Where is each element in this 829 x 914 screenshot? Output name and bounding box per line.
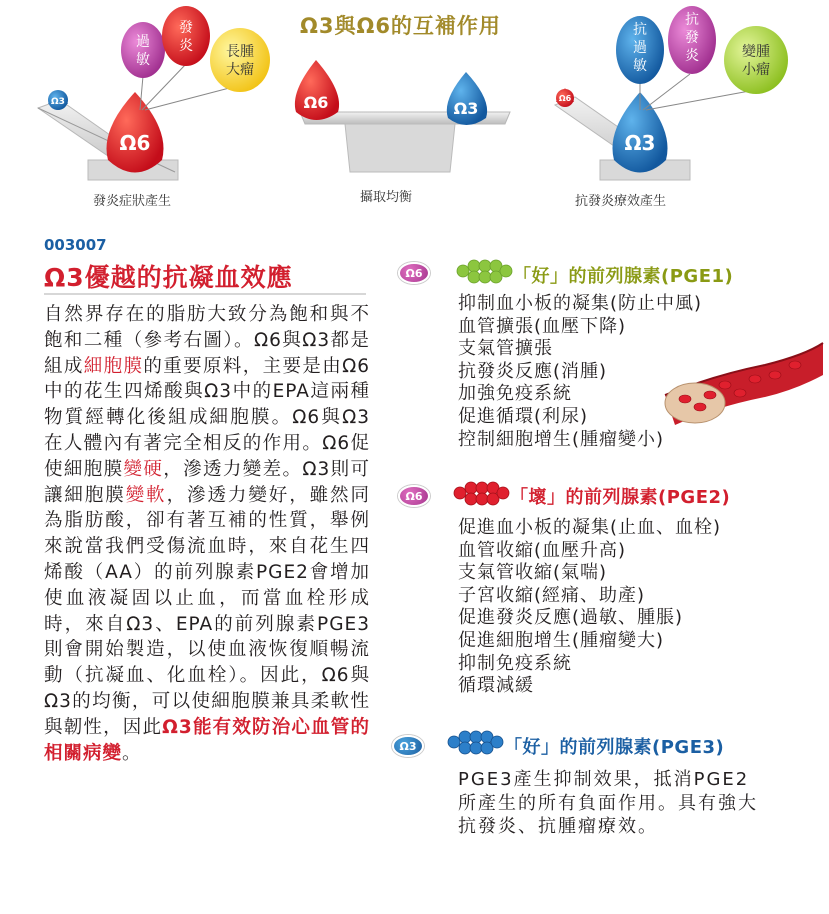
title-divider: [44, 293, 366, 295]
list-item: 支氣管收縮(氣喘): [458, 562, 608, 584]
svg-text:小瘤: 小瘤: [742, 62, 770, 78]
svg-text:過: 過: [136, 34, 150, 50]
pge3-text: PGE3產生抑制效果，抵消PGE2所產生的所有負面作用。具有強大抗發炎、抗腫瘤療效。: [458, 769, 758, 837]
body-text-3: ，滲透力變差。Ω3則可讓細胞膜: [44, 458, 370, 506]
svg-text:發: 發: [685, 30, 699, 46]
article-title: Ω3優越的抗凝血效應: [44, 263, 293, 292]
article-code: 003007: [44, 236, 107, 254]
article-body: [44, 302, 370, 766]
list-item: 加強免疫系統: [458, 383, 572, 405]
blood-vessel-icon: [655, 335, 825, 430]
pge2-title: 「壞」的前列腺素(PGE2): [510, 487, 731, 508]
small-omega6-drop-right: [556, 88, 574, 107]
caption-left: 發炎症狀產生: [93, 194, 172, 209]
highlight-conclusion: Ω3能有效防治心血管的相關病變: [44, 716, 370, 764]
center-omega6-drop: [295, 60, 339, 120]
red-molecule-icon: [452, 480, 510, 506]
svg-text:Ω3: Ω3: [624, 131, 656, 155]
svg-text:Ω3: Ω3: [51, 97, 65, 107]
blue-molecule-icon: [446, 729, 504, 755]
body-text-5: 。: [122, 742, 142, 764]
list-item: 抗發炎反應(消腫): [458, 360, 608, 382]
pge1-title: 「好」的前列腺素(PGE1): [513, 266, 734, 287]
body-text-1: 自然界存在的脂肪大致分為飽和與不飽和二種（參考右圖）。Ω6與Ω3都是組成: [44, 304, 370, 377]
svg-text:敏: 敏: [633, 58, 647, 74]
small-omega3-drop-left: [48, 90, 68, 110]
svg-text:長腫: 長腫: [226, 44, 254, 60]
omega6-tag-1: Ω6: [398, 262, 430, 284]
caption-center: 攝取均衡: [360, 190, 413, 205]
list-item: 血管擴張(血壓下降): [458, 315, 627, 337]
center-omega3-drop: [447, 72, 487, 125]
list-item: 循環減緩: [458, 675, 534, 697]
body-text-2: 的重要原料，主要是由Ω6中的花生四烯酸與Ω3中的EPA這兩種物質經轉化後組成細胞膜。Ω6與Ω3在人體內有著完全相反的作用。Ω6促使細胞膜: [44, 355, 370, 480]
svg-text:Ω3: Ω3: [453, 99, 479, 118]
list-item: 子宮收縮(經痛、助產): [458, 584, 646, 606]
pge3-title: 「好」的前列腺素(PGE3): [504, 737, 725, 758]
svg-text:變腫: 變腫: [742, 44, 770, 60]
list-item: 抑制血小板的凝集(防止中風): [458, 293, 703, 314]
big-omega6-drop-left: [107, 92, 164, 173]
highlight-soften: 變軟: [125, 484, 167, 506]
svg-text:敏: 敏: [136, 52, 150, 68]
svg-text:炎: 炎: [179, 38, 193, 54]
list-item: 支氣管擴張: [458, 338, 553, 360]
left-balloons: [121, 6, 270, 110]
omega6-tag-2: Ω6: [398, 485, 430, 507]
svg-text:Ω6: Ω6: [558, 94, 572, 103]
list-item: 促進發炎反應(過敏、腫脹): [458, 607, 684, 629]
highlight-harden: 變硬: [123, 458, 164, 480]
body-text-4: ，滲透力變好，雖然同為脂肪酸，卻有著互補的性質，舉例來說當我們受傷流血時，來自花生四烯酸（AA）的前列腺素PGE2會增加使血液凝固以止血，而當血栓形成時，來自Ω3、EPA的前列腺素PGE3則會開始製造，以使血液恢復順暢流動（抗凝血、化血栓）。因此，Ω6與Ω3的均衡，可以使細胞膜兼具柔軟性與韌性，因此: [44, 484, 370, 738]
list-item: 促進循環(利尿): [458, 405, 589, 427]
balance-illustration: [0, 0, 829, 215]
svg-text:發: 發: [179, 20, 193, 36]
caption-right: 抗發炎療效產生: [575, 194, 667, 209]
list-item: 控制細胞增生(腫瘤變小): [458, 428, 665, 450]
svg-text:大瘤: 大瘤: [226, 62, 254, 78]
list-item: 促進細胞增生(腫瘤變大): [458, 629, 665, 651]
pge2-list: [458, 517, 721, 698]
green-molecule-icon: [455, 258, 513, 284]
list-item: 促進血小板的凝集(止血、血栓): [458, 517, 722, 538]
svg-text:抗: 抗: [685, 12, 699, 28]
omega3-tag: Ω3: [392, 735, 424, 757]
illustration-title: Ω3與Ω6的互補作用: [300, 14, 501, 38]
svg-text:過: 過: [633, 40, 647, 56]
svg-text:Ω6: Ω6: [119, 131, 151, 155]
list-item: 血管收縮(血壓升高): [458, 539, 627, 561]
svg-text:炎: 炎: [685, 48, 699, 64]
highlight-cell-membrane: 細胞膜: [83, 355, 144, 377]
list-item: 抑制免疫系統: [458, 652, 572, 674]
svg-text:Ω6: Ω6: [303, 93, 329, 112]
svg-text:抗: 抗: [633, 22, 647, 38]
